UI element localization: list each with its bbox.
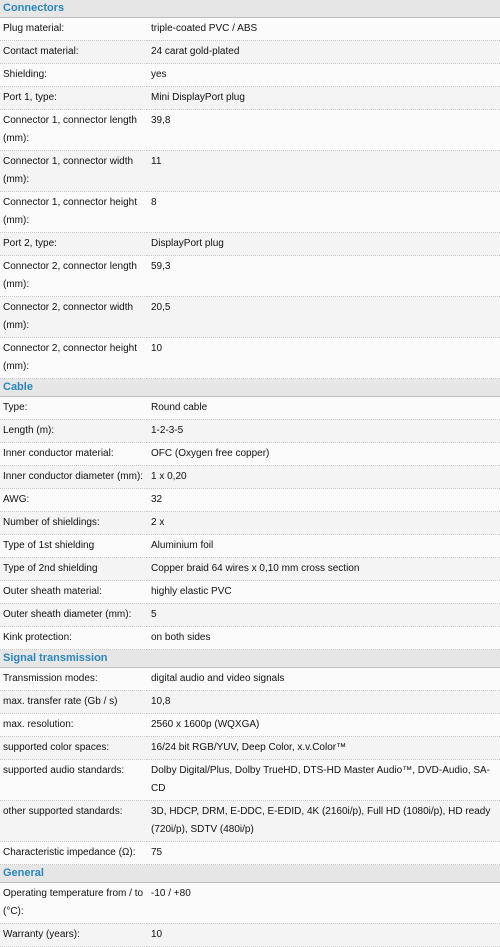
spec-label: Inner conductor diameter (mm): (0, 466, 147, 489)
spec-value: 1 x 0,20 (147, 466, 500, 489)
spec-value: 16/24 bit RGB/YUV, Deep Color, x.v.Color™ (147, 737, 500, 760)
spec-row (0, 627, 500, 650)
spec-value: 10,8 (147, 691, 500, 714)
spec-row (0, 489, 500, 512)
spec-row (0, 760, 500, 801)
spec-row (0, 581, 500, 604)
spec-label: Connector 1, connector height (mm): (0, 192, 147, 233)
spec-row (0, 87, 500, 110)
spec-row (0, 604, 500, 627)
spec-value: 24 carat gold-plated (147, 41, 500, 64)
spec-label: Outer sheath material: (0, 581, 147, 604)
spec-label: Type of 1st shielding (0, 535, 147, 558)
spec-value: 11 (147, 151, 500, 192)
spec-row (0, 737, 500, 760)
spec-value: highly elastic PVC (147, 581, 500, 604)
spec-label: max. resolution: (0, 714, 147, 737)
spec-value: 1-2-3-5 (147, 420, 500, 443)
spec-value: 5 (147, 604, 500, 627)
spec-row (0, 512, 500, 535)
spec-value: DisplayPort plug (147, 233, 500, 256)
spec-row (0, 535, 500, 558)
spec-row (0, 443, 500, 466)
spec-value: 2560 x 1600p (WQXGA) (147, 714, 500, 737)
spec-label: Length (m): (0, 420, 147, 443)
spec-value: OFC (Oxygen free copper) (147, 443, 500, 466)
spec-label: AWG: (0, 489, 147, 512)
spec-row (0, 192, 500, 233)
spec-value: digital audio and video signals (147, 668, 500, 691)
spec-label: Contact material: (0, 41, 147, 64)
spec-label: Connector 2, connector length (mm): (0, 256, 147, 297)
spec-value: 3D, HDCP, DRM, E-DDC, E-EDID, 4K (2160i/p), Full HD (1080i/p), HD ready (720i/p), SDTV (480i/p) (147, 801, 500, 842)
spec-value: 75 (147, 842, 500, 865)
spec-label: Port 1, type: (0, 87, 147, 110)
spec-value: 59,3 (147, 256, 500, 297)
spec-label: Inner conductor material: (0, 443, 147, 466)
spec-row (0, 668, 500, 691)
spec-label: Shielding: (0, 64, 147, 87)
spec-value: Aluminium foil (147, 535, 500, 558)
spec-row (0, 151, 500, 192)
spec-label: Outer sheath diameter (mm): (0, 604, 147, 627)
spec-label: Transmission modes: (0, 668, 147, 691)
spec-label: supported audio standards: (0, 760, 147, 801)
spec-value: -10 / +80 (147, 883, 500, 924)
section-header: Signal transmission (0, 650, 500, 668)
spec-label: Characteristic impedance (Ω): (0, 842, 147, 865)
spec-label: Connector 2, connector height (mm): (0, 338, 147, 379)
spec-label: Port 2, type: (0, 233, 147, 256)
spec-row (0, 297, 500, 338)
spec-label: supported color spaces: (0, 737, 147, 760)
spec-label: Connector 1, connector length (mm): (0, 110, 147, 151)
spec-value: 10 (147, 338, 500, 379)
spec-value: Copper braid 64 wires x 0,10 mm cross section (147, 558, 500, 581)
spec-label: Type of 2nd shielding (0, 558, 147, 581)
spec-row (0, 558, 500, 581)
spec-value: Dolby Digital/Plus, Dolby TrueHD, DTS-HD Master Audio™, DVD-Audio, SA-CD (147, 760, 500, 801)
spec-value: 39,8 (147, 110, 500, 151)
spec-table (0, 397, 500, 650)
spec-value: 10 (147, 924, 500, 947)
spec-label: Plug material: (0, 18, 147, 41)
spec-label: Warranty (years): (0, 924, 147, 947)
spec-value: yes (147, 64, 500, 87)
spec-value: 2 x (147, 512, 500, 535)
spec-row (0, 338, 500, 379)
spec-row (0, 256, 500, 297)
spec-row (0, 691, 500, 714)
spec-value: triple-coated PVC / ABS (147, 18, 500, 41)
spec-value: Mini DisplayPort plug (147, 87, 500, 110)
spec-label: Connector 1, connector width (mm): (0, 151, 147, 192)
spec-row (0, 801, 500, 842)
spec-table (0, 668, 500, 865)
spec-row (0, 18, 500, 41)
spec-label: Type: (0, 397, 147, 420)
spec-value: 20,5 (147, 297, 500, 338)
spec-table (0, 18, 500, 379)
spec-value: 8 (147, 192, 500, 233)
spec-table (0, 883, 500, 947)
spec-row (0, 233, 500, 256)
spec-value: 32 (147, 489, 500, 512)
spec-label: Connector 2, connector width (mm): (0, 297, 147, 338)
spec-row (0, 420, 500, 443)
spec-row (0, 466, 500, 489)
spec-value: on both sides (147, 627, 500, 650)
spec-label: Kink protection: (0, 627, 147, 650)
spec-label: Operating temperature from / to (°C): (0, 883, 147, 924)
spec-row (0, 714, 500, 737)
section-header: Cable (0, 379, 500, 397)
spec-label: Number of shieldings: (0, 512, 147, 535)
spec-label: other supported standards: (0, 801, 147, 842)
spec-row (0, 842, 500, 865)
spec-row (0, 883, 500, 924)
spec-row (0, 41, 500, 64)
section-header: Connectors (0, 0, 500, 18)
spec-label: max. transfer rate (Gb / s) (0, 691, 147, 714)
spec-row (0, 924, 500, 947)
spec-value: Round cable (147, 397, 500, 420)
spec-row (0, 110, 500, 151)
spec-row (0, 397, 500, 420)
spec-row (0, 64, 500, 87)
section-header: General (0, 865, 500, 883)
